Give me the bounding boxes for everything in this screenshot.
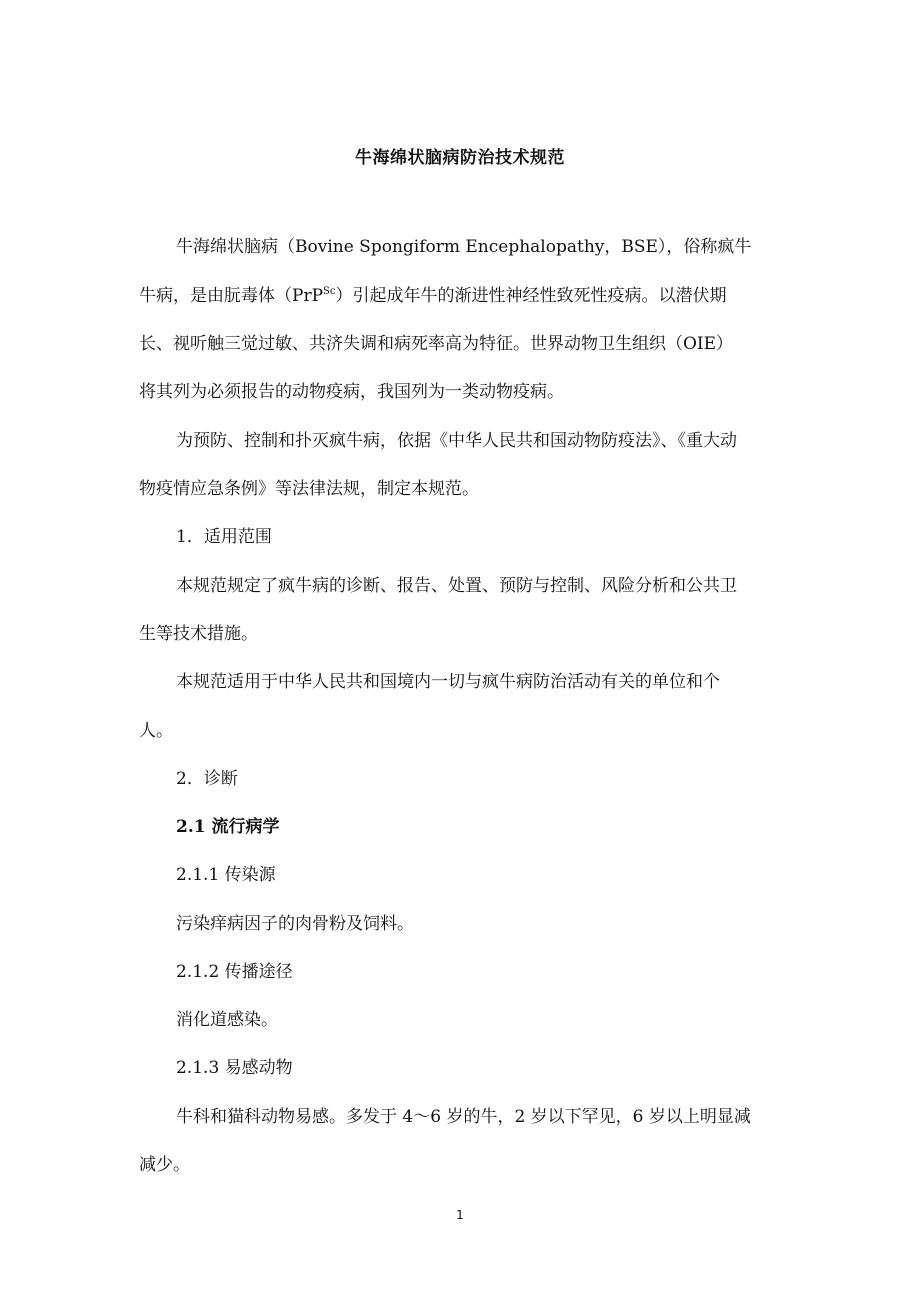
section2-heading: 2．诊断 bbox=[176, 769, 238, 789]
section1-p2-line1: 本规范适用于中华人民共和国境内一切与疯牛病防治活动有关的单位和个 bbox=[176, 672, 720, 692]
subsection-2-1-3-line2: 减少。 bbox=[139, 1155, 190, 1175]
subsection-2-1-2-text: 消化道感染。 bbox=[176, 1010, 278, 1030]
page-number: 1 bbox=[456, 1208, 464, 1222]
para1-line2-post: ）引起成年牛的渐进性神经性致死性疫病。以潜伏期 bbox=[335, 286, 727, 306]
para1-line2 bbox=[139, 284, 726, 308]
para1-line3: 长、视听触三觉过敏、共济失调和病死率高为特征。世界动物卫生组织（OIE） bbox=[139, 334, 734, 354]
para1-line1: 牛海绵状脑病（Bovine Spongiform Encephalopathy，BSE），俗称疯牛 bbox=[176, 237, 752, 257]
subsection-2-1-3-line1: 牛科和猫科动物易感。多发于 4～6 岁的牛，2 岁以下罕见，6 岁以上明显减 bbox=[176, 1107, 751, 1127]
para2-line1: 为预防、控制和扑灭疯牛病，依据《中华人民共和国动物防疫法》、《重大动 bbox=[176, 431, 737, 451]
section1-p1-line2: 生等技术措施。 bbox=[139, 624, 258, 644]
prp-superscript: Sc bbox=[323, 286, 336, 297]
para2-line2: 物疫情应急条例》等法律法规，制定本规范。 bbox=[139, 479, 479, 499]
section1-p2-line2: 人。 bbox=[139, 721, 173, 741]
section1-heading: 1．适用范围 bbox=[176, 527, 272, 547]
document-title: 牛海绵状脑病防治技术规范 bbox=[355, 148, 565, 168]
subsection-2-1-1-heading: 2.1.1 传染源 bbox=[176, 865, 276, 885]
subsection-2-1-2-heading: 2.1.2 传播途径 bbox=[176, 962, 293, 982]
subsection-2-1-3-heading: 2.1.3 易感动物 bbox=[176, 1058, 293, 1078]
subsection-2-1-1-text: 污染痒病因子的肉骨粉及饲料。 bbox=[176, 914, 414, 934]
subsection-2-1-heading: 2.1 流行病学 bbox=[176, 817, 280, 837]
para1-line4: 将其列为必须报告的动物疫病，我国列为一类动物疫病。 bbox=[139, 382, 564, 402]
section1-p1-line1: 本规范规定了疯牛病的诊断、报告、处置、预防与控制、风险分析和公共卫 bbox=[176, 576, 737, 596]
para1-line2-pre: 牛病，是由朊毒体（PrP bbox=[139, 286, 324, 306]
